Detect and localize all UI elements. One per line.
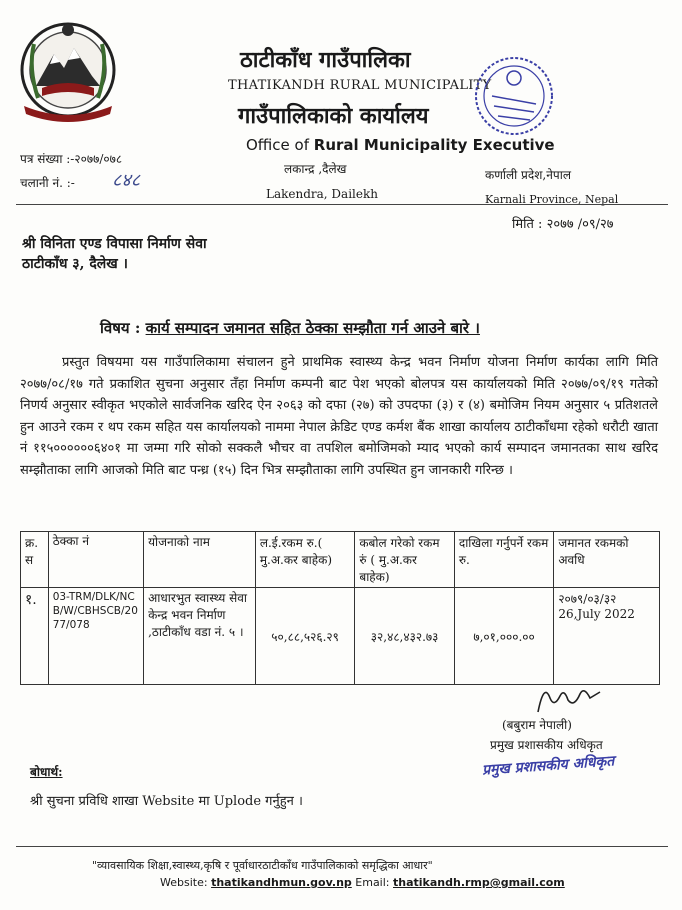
header-sn: क्र. स — [21, 532, 49, 588]
signature-icon — [534, 678, 604, 716]
office-seal-icon — [472, 54, 556, 138]
subject-label: विषय : — [100, 319, 146, 337]
org-name-en: THATIKANDH RURAL MUNICIPALITY — [228, 78, 492, 93]
website-label: Website: — [160, 876, 212, 889]
subject-line — [100, 318, 480, 338]
location-en: Lakendra, Dailekh — [266, 187, 378, 201]
footer-divider — [16, 846, 668, 847]
footer-contact — [160, 876, 565, 889]
cell-deposit: ७,०१,०००.०० — [454, 588, 553, 685]
cc-label: बोधार्थ: — [30, 765, 63, 779]
header-deposit: दाखिला गर्नुपर्ने रकम रु. — [454, 532, 553, 588]
officer-title: प्रमुख प्रशासकीय अधिकृत — [490, 738, 603, 752]
cc-line: श्री सुचना प्रविधि शाखा Website मा Uplode गर्नुहुन । — [30, 794, 303, 809]
location-np: लकान्द्र ,दैलेख — [284, 162, 347, 176]
validity-en: 26,July 2022 — [558, 607, 635, 621]
cell-contract-no: 03-TRM/DLK/NCB/W/CBHSCB/2077/078 — [48, 588, 143, 685]
subject-text: कार्य सम्पादन जमानत सहित ठेक्का सम्झौता गर्न आउने बारे । — [145, 319, 480, 337]
dispatch-number: ८४८ — [112, 170, 141, 191]
cell-plan-name: आधारभुत स्वास्थ्य सेवा केन्द्र भवन निर्माण ,ठाटीकाँध वडा नं. ५ । — [144, 588, 256, 685]
office-name-np: गाउँपालिकाको कार्यालय — [238, 103, 429, 129]
officer-stamp: प्रमुख प्रशासकीय अधिकृत — [481, 753, 615, 779]
table-row — [21, 588, 660, 685]
header-divider — [16, 204, 668, 205]
letter-body: प्रस्तुत विषयमा यस गाउँपालिकामा संचालन हुने प्राथमिक स्वास्थ्य केन्द्र भवन निर्माण योजना निर्माण कार्यका लागि मिति २०७७/०८/१७ गते प्रकाशित सुचना अनुसार तँहा निर्माण कम्पनी बाट पेश भएको बोलपत्र यस कार्यालयको मिति २०७७/०९/१९ गतेको निणर्य अनुसार स्वीकृत भएकोले सार्वजनिक खरिद ऐन २०६३ को दफा (२७) को उपदफा (३) र (४) बमोजिम नियम अनुसार ५ प्रतिशतले हुन आउने रकम र थप रकम सहित यस कार्यालयको नाममा नेपाल क्रेडिट एण्ड कर्मश बैंक शाखा कार्यालय ठाटीकाँधमा रहेको धरौटी खाता नं ११५००००००६४०१ मा जम्मा गरि सोको सक्कलै भौचर वा तपशिल बमोजिमको म्याद भएको कार्य सम्पादन जमानतका साथ खरिद सम्झौताका लागि आजको मिति बाट पन्ध्र (१५) दिन भित्र सम्झौताका लागि उपस्थित हुन जानकारी गरिन्छ । — [20, 355, 658, 478]
nepal-emblem-icon — [14, 14, 122, 124]
org-name-np: ठाटीकाँध गाउँपालिका — [240, 47, 411, 73]
validity-np: २०७९/०३/३२ — [558, 592, 617, 606]
header-plan-name: योजनाको नाम — [144, 532, 256, 588]
footer-motto: "व्यावसायिक शिक्षा,स्वास्थ्य,कृषि र पूर्वाधारठाटीकाँध गाउँपालिकाको समृद्धिका आधार" — [92, 859, 433, 872]
office-name-en-prefix: Office of — [246, 136, 314, 154]
reference-number: पत्र संख्या :-२०७७/०७८ — [20, 152, 123, 166]
letter-date: मिति : २०७७ /०९/२७ — [512, 217, 614, 232]
header-contract-no: ठेक्का नं — [48, 532, 143, 588]
header-estimate: ल.ई.रकम रु.( मु.अ.कर बाहेक) — [255, 532, 354, 588]
recipient-address: ठाटीकाँध ३, दैलेख । — [22, 256, 128, 272]
officer-name: (बबुराम नेपाली) — [502, 718, 572, 732]
email-label: Email: — [351, 876, 393, 889]
table-header-row — [21, 532, 660, 588]
email-link[interactable]: thatikandh.rmp@gmail.com — [393, 876, 565, 889]
recipient-name: श्री विनिता एण्ड विपासा निर्माण सेवा — [22, 236, 207, 252]
header-bid-amount: कबोल गरेको रकम रुं ( मु.अ.कर बाहेक) — [355, 532, 454, 588]
cell-sn: १. — [21, 588, 49, 685]
office-name-en-bold: Rural Municipality Executive — [313, 136, 555, 154]
contract-table — [20, 531, 660, 685]
cell-validity — [554, 588, 660, 685]
province-en: Karnali Province, Nepal — [485, 193, 619, 206]
website-link[interactable]: thatikandhmun.gov.np — [211, 876, 352, 889]
office-name-en — [246, 136, 555, 154]
cell-bid-amount: ३२,४८,४३२.७३ — [355, 588, 454, 685]
province-np: कर्णाली प्रदेश,नेपाल — [485, 168, 571, 182]
cell-estimate: ५०,८८,५२६.२९ — [255, 588, 354, 685]
header-validity: जमानत रकमको अवधि — [554, 532, 660, 588]
dispatch-label: चलानी नं. :- — [20, 176, 75, 190]
